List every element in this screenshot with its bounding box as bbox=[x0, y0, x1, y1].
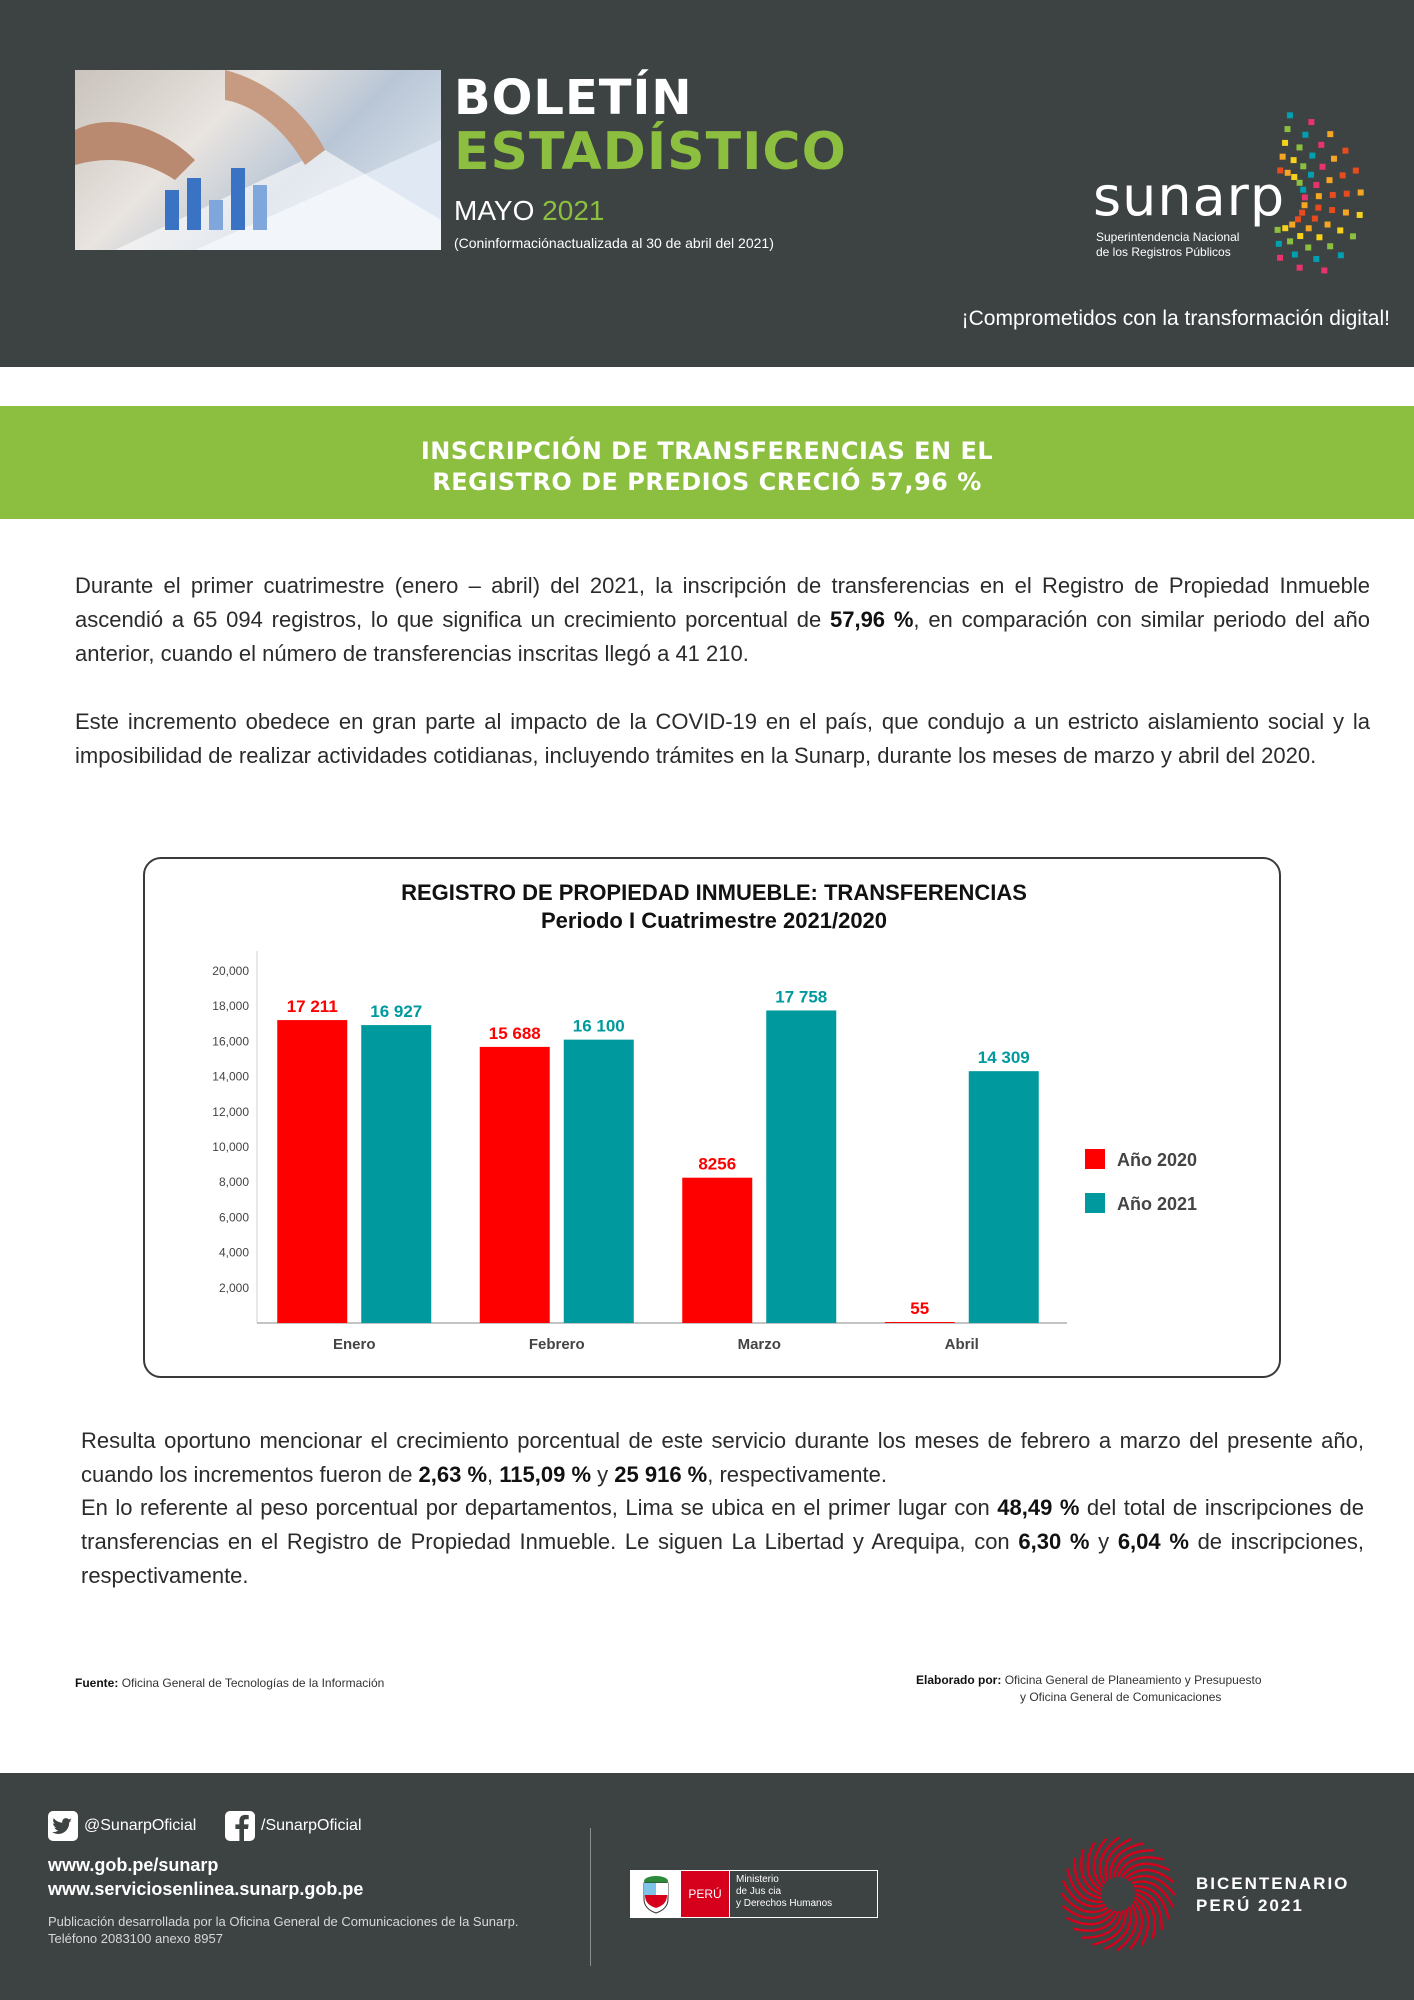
gov-ministry-line3: y Derechos Humanos bbox=[736, 1898, 833, 1909]
x-tick-label: Enero bbox=[332, 1336, 376, 1353]
bar-chart bbox=[145, 859, 1283, 1380]
y-tick-label: 20,000 bbox=[212, 964, 249, 978]
p1-text-a: Durante el primer cuatrimestre (enero – abril) del 2021, la inscripción de transferencias en el Registro de Propiedad Inmueble ascendió a 65 094 registros, lo que significa un crecimiento porcentual de bbox=[75, 573, 1370, 632]
headline-line1: INSCRIPCIÓN DE TRANSFERENCIAS EN EL bbox=[420, 437, 994, 465]
p4-pct-arequipa: 6,04 % bbox=[1117, 1529, 1189, 1554]
legend-label: Año 2021 bbox=[1117, 1194, 1198, 1214]
bulletin-title-line1: BOLETÍN bbox=[454, 70, 693, 126]
y-tick-label: 16,000 bbox=[212, 1034, 249, 1049]
data-label: 17 758 bbox=[775, 987, 828, 1007]
headline bbox=[0, 436, 1414, 498]
paragraph-departments bbox=[81, 1491, 1364, 1593]
p4-text-g: de inscripciones, respectivamente. bbox=[81, 1529, 1365, 1588]
source-label: Fuente: bbox=[75, 1676, 119, 1690]
p3-pct-mar: 115,09 % bbox=[499, 1462, 592, 1487]
y-tick-label: 4,000 bbox=[218, 1245, 249, 1260]
gov-ministry-line2: de Jus cia bbox=[736, 1886, 782, 1897]
p1-growth-pct: 57,96 % bbox=[829, 607, 914, 632]
p3-text-a: Resulta oportuno mencionar el crecimiento porcentual de este servicio durante los meses de febrero a marzo del presente año, cuando los incrementos fueron de bbox=[81, 1428, 1364, 1487]
p4-pct-lima: 48,49 % bbox=[997, 1495, 1080, 1520]
hero-photo-tablet bbox=[75, 70, 441, 250]
publication-phone: Teléfono 2083100 anexo 8957 bbox=[48, 1931, 223, 1946]
headline-line2: REGISTRO DE PREDIOS CRECIÓ 57,96 % bbox=[432, 468, 982, 496]
p3-sep-1: , bbox=[487, 1462, 500, 1487]
p4-pct-libertad: 6,30 % bbox=[1018, 1529, 1090, 1554]
bicentenario-swirl-icon bbox=[1058, 1835, 1178, 1953]
publication-note bbox=[48, 1913, 518, 1947]
p4-text-c: del total de inscripciones de transferencias en el Registro de Propiedad Inmueble. Le siguen La Libertad y Arequipa, con bbox=[81, 1495, 1364, 1554]
bar-2-0 bbox=[682, 1178, 752, 1323]
data-label: 17 211 bbox=[286, 997, 338, 1017]
x-tick-label: Abril bbox=[944, 1336, 979, 1353]
twitter-handle[interactable] bbox=[48, 1811, 196, 1841]
bar-1-0 bbox=[480, 1047, 550, 1323]
legend-swatch bbox=[1085, 1193, 1105, 1213]
edition-year: 2021 bbox=[542, 195, 605, 226]
updated-note: (Coninformaciónactualizada al 30 de abril del 2021) bbox=[454, 235, 774, 251]
elaborated-line2: y Oficina General de Comunicaciones bbox=[1020, 1690, 1222, 1704]
data-label: 16 100 bbox=[572, 1016, 625, 1036]
source-note bbox=[75, 1675, 384, 1692]
y-tick-label: 8,000 bbox=[218, 1175, 249, 1190]
bar-1-1 bbox=[564, 1040, 634, 1323]
elaborated-by-note bbox=[916, 1672, 1262, 1706]
data-label: 15 688 bbox=[488, 1023, 541, 1043]
y-tick-label: 18,000 bbox=[212, 999, 249, 1014]
twitter-handle-text: @SunarpOficial bbox=[84, 1817, 197, 1834]
edition-date bbox=[454, 195, 604, 227]
footer-divider bbox=[590, 1828, 591, 1966]
twitter-icon bbox=[48, 1811, 78, 1841]
chart-subtitle: Periodo I Cuatrimestre 2021/2020 bbox=[540, 908, 888, 933]
paragraph-covid: Este incremento obedece en gran parte al impacto de la COVID-19 en el país, que condujo a un estricto aislamiento social y la imposibilidad de realizar actividades cotidianas, incluyendo trámites en la Sunarp, durante los meses de marzo y abril del 2020. bbox=[75, 709, 1370, 768]
p3-text-g: , respectivamente. bbox=[707, 1462, 887, 1487]
chart-title-line1: REGISTRO DE PROPIEDAD INMUEBLE: TRANSFERENCIAS bbox=[401, 880, 1027, 905]
bar-0-0 bbox=[277, 1020, 347, 1323]
elaborated-line1: Oficina General de Planeamiento y Presupuesto bbox=[1004, 1673, 1262, 1687]
legend-label: Año 2020 bbox=[1117, 1150, 1198, 1170]
footer bbox=[0, 1773, 1414, 2000]
tablet-chart-illustration bbox=[75, 70, 441, 250]
headline-band bbox=[0, 406, 1414, 519]
sunarp-logo-subtitle bbox=[1096, 230, 1239, 260]
gov-ministry-line1: Ministerio bbox=[736, 1874, 779, 1885]
peru-coat-of-arms-icon bbox=[631, 1871, 681, 1917]
y-tick-label: 6,000 bbox=[218, 1210, 249, 1225]
y-tick-label: 2,000 bbox=[218, 1280, 249, 1295]
p3-pct-apr: 25 916 % bbox=[614, 1462, 708, 1487]
data-label: 16 927 bbox=[370, 1002, 423, 1022]
sunarp-subtitle-line1: Superintendencia Nacional bbox=[1096, 230, 1240, 244]
data-label: 14 309 bbox=[977, 1048, 1030, 1068]
tagline: ¡Comprometidos con la transformación digital! bbox=[961, 307, 1390, 330]
bar-0-1 bbox=[361, 1025, 431, 1323]
y-tick-label: 10,000 bbox=[212, 1140, 249, 1154]
ministerio-justicia-logo bbox=[630, 1870, 878, 1918]
legend-swatch bbox=[1085, 1149, 1105, 1169]
publication-line1: Publicación desarrollada por la Oficina General de Comunicaciones de la Sunarp. bbox=[48, 1914, 519, 1929]
bicentenario-logo-text bbox=[1196, 1873, 1349, 1917]
sunarp-subtitle-line2: de los Registros Públicos bbox=[1096, 245, 1231, 259]
bar-2-1 bbox=[766, 1010, 836, 1323]
url-gob-pe[interactable]: www.gob.pe/sunarp bbox=[48, 1855, 219, 1875]
x-tick-label: Febrero bbox=[528, 1336, 585, 1353]
elaborated-label: Elaborado por: bbox=[916, 1673, 1002, 1687]
gov-ministry-name bbox=[729, 1871, 838, 1917]
chart-card bbox=[143, 857, 1281, 1378]
bar-3-1 bbox=[969, 1071, 1039, 1323]
facebook-handle-text: /SunarpOficial bbox=[261, 1817, 362, 1834]
paragraph-intro bbox=[75, 569, 1370, 671]
facebook-icon bbox=[225, 1811, 255, 1841]
y-tick-label: 14,000 bbox=[212, 1069, 249, 1084]
y-tick-label: 12,000 bbox=[212, 1104, 249, 1119]
gov-country-badge: PERÚ bbox=[681, 1871, 729, 1917]
p3-pct-feb: 2,63 % bbox=[418, 1462, 488, 1487]
p4-text-a: En lo referente al peso porcentual por departamentos, Lima se ubica en el primer lugar con bbox=[81, 1495, 998, 1520]
bicentenario-line2: PERÚ 2021 bbox=[1196, 1896, 1304, 1915]
p3-sep-2: y bbox=[591, 1462, 615, 1487]
source-text: Oficina General de Tecnologías de la Información bbox=[121, 1676, 385, 1690]
p1-text-c: , en comparación con similar periodo del año anterior, cuando el número de transferencias inscritas llegó a 41 210. bbox=[75, 607, 1370, 666]
edition-month: MAYO bbox=[454, 195, 535, 226]
sunarp-logo-text: sunarp bbox=[1093, 165, 1286, 228]
facebook-handle[interactable] bbox=[225, 1811, 362, 1841]
url-servicios-en-linea[interactable]: www.serviciosenlinea.sunarp.gob.pe bbox=[48, 1879, 364, 1899]
bulletin-title-line2: ESTADÍSTICO bbox=[454, 122, 847, 182]
p4-sep: y bbox=[1089, 1529, 1118, 1554]
bicentenario-line1: BICENTENARIO bbox=[1196, 1874, 1350, 1893]
x-tick-label: Marzo bbox=[737, 1336, 781, 1353]
header-banner bbox=[0, 0, 1414, 367]
data-label: 55 bbox=[910, 1299, 930, 1319]
data-label: 8256 bbox=[698, 1154, 737, 1174]
paragraph-monthly-growth bbox=[81, 1424, 1364, 1492]
bar-3-0 bbox=[885, 1322, 955, 1323]
